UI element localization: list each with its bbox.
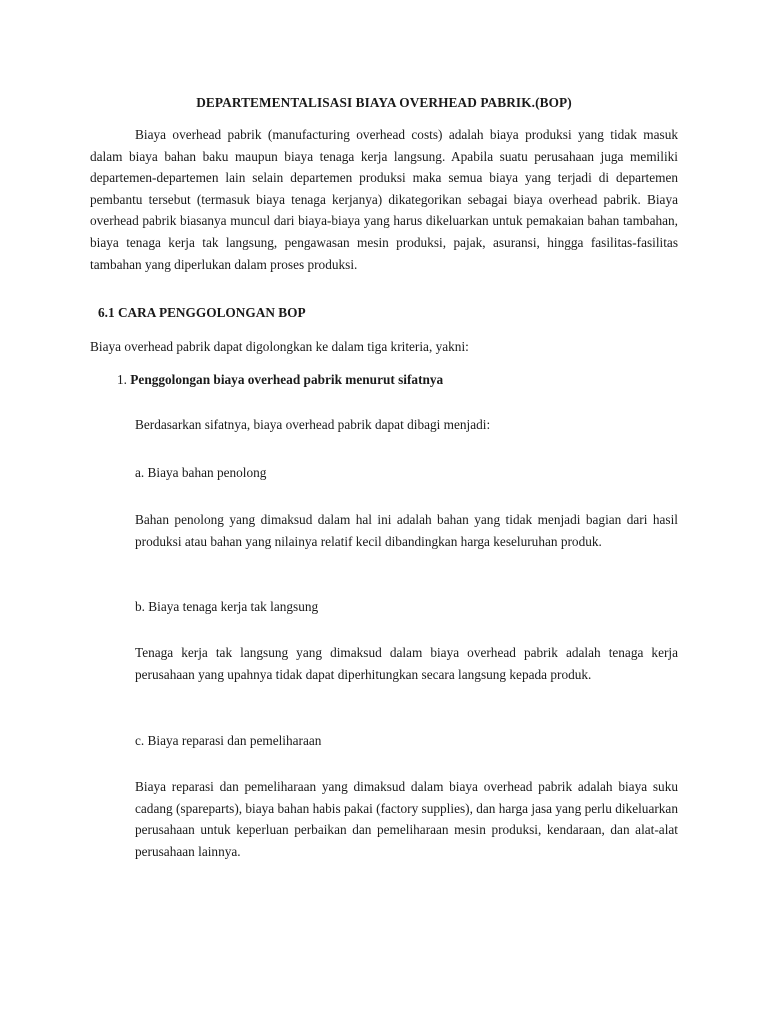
subitem-description-c: Biaya reparasi dan pemeliharaan yang dimaksud dalam biaya overhead pabrik adalah biaya suku cadang (spareparts), biaya bahan habis pakai (factory supplies), dan harga jasa yang perlu dikeluarkan perusahaan untuk keperluan perbaikan dan pemeliharaan mesin produksi, kendaraan, dan alat-alat perusahaan lainnya. [135, 779, 678, 859]
subitem-description-a: Bahan penolong yang dimaksud dalam hal ini adalah bahan yang tidak menjadi bagian dari hasil produksi atau bahan yang nilainya relatif kecil dibandingkan harga keseluruhan produk. [135, 512, 678, 549]
list-item-number: 1. [117, 372, 127, 387]
intro-paragraph: Biaya overhead pabrik (manufacturing overhead costs) adalah biaya produksi yang tidak masuk dalam biaya bahan baku maupun biaya tenaga kerja langsung. Apabila suatu perusahaan juga memiliki departemen-departemen lain selain departemen produksi maka semua biaya yang terjadi di departemen pembantu tersebut (termasuk biaya tenaga kerjanya) dikategorikan sebagai biaya overhead pabrik. Biaya overhead pabrik biasanya muncul dari biaya-biaya yang harus dikeluarkan untuk pemakaian bahan tambahan, biaya tenaga kerja tak langsung, pengawasan mesin produksi, pajak, asuransi, hingga fasilitas-fasilitas tambahan yang diperlukan dalam proses produksi. [90, 127, 678, 272]
section-lead: Biaya overhead pabrik dapat digolongkan ke dalam tiga kriteria, yakni: [90, 339, 469, 354]
list-item-title: Penggolongan biaya overhead pabrik menurut sifatnya [126, 372, 444, 387]
document-title: DEPARTEMENTALISASI BIAYA OVERHEAD PABRIK.(BOP) [196, 95, 572, 110]
section-heading: 6.1 CARA PENGGOLONGAN BOP [98, 305, 306, 320]
list-intro: Berdasarkan sifatnya, biaya overhead pabrik dapat dibagi menjadi: [135, 417, 491, 432]
list-item-heading [117, 370, 443, 390]
subitem-label-a: a. Biaya bahan penolong [135, 465, 267, 480]
subitem-description-b: Tenaga kerja tak langsung yang dimaksud dalam biaya overhead pabrik adalah tenaga kerja perusahaan yang upahnya tidak dapat diperhitungkan secara langsung kepada produk. [135, 645, 678, 682]
subitem-label-c: c. Biaya reparasi dan pemeliharaan [135, 733, 322, 748]
subitem-label-b: b. Biaya tenaga kerja tak langsung [135, 599, 319, 614]
